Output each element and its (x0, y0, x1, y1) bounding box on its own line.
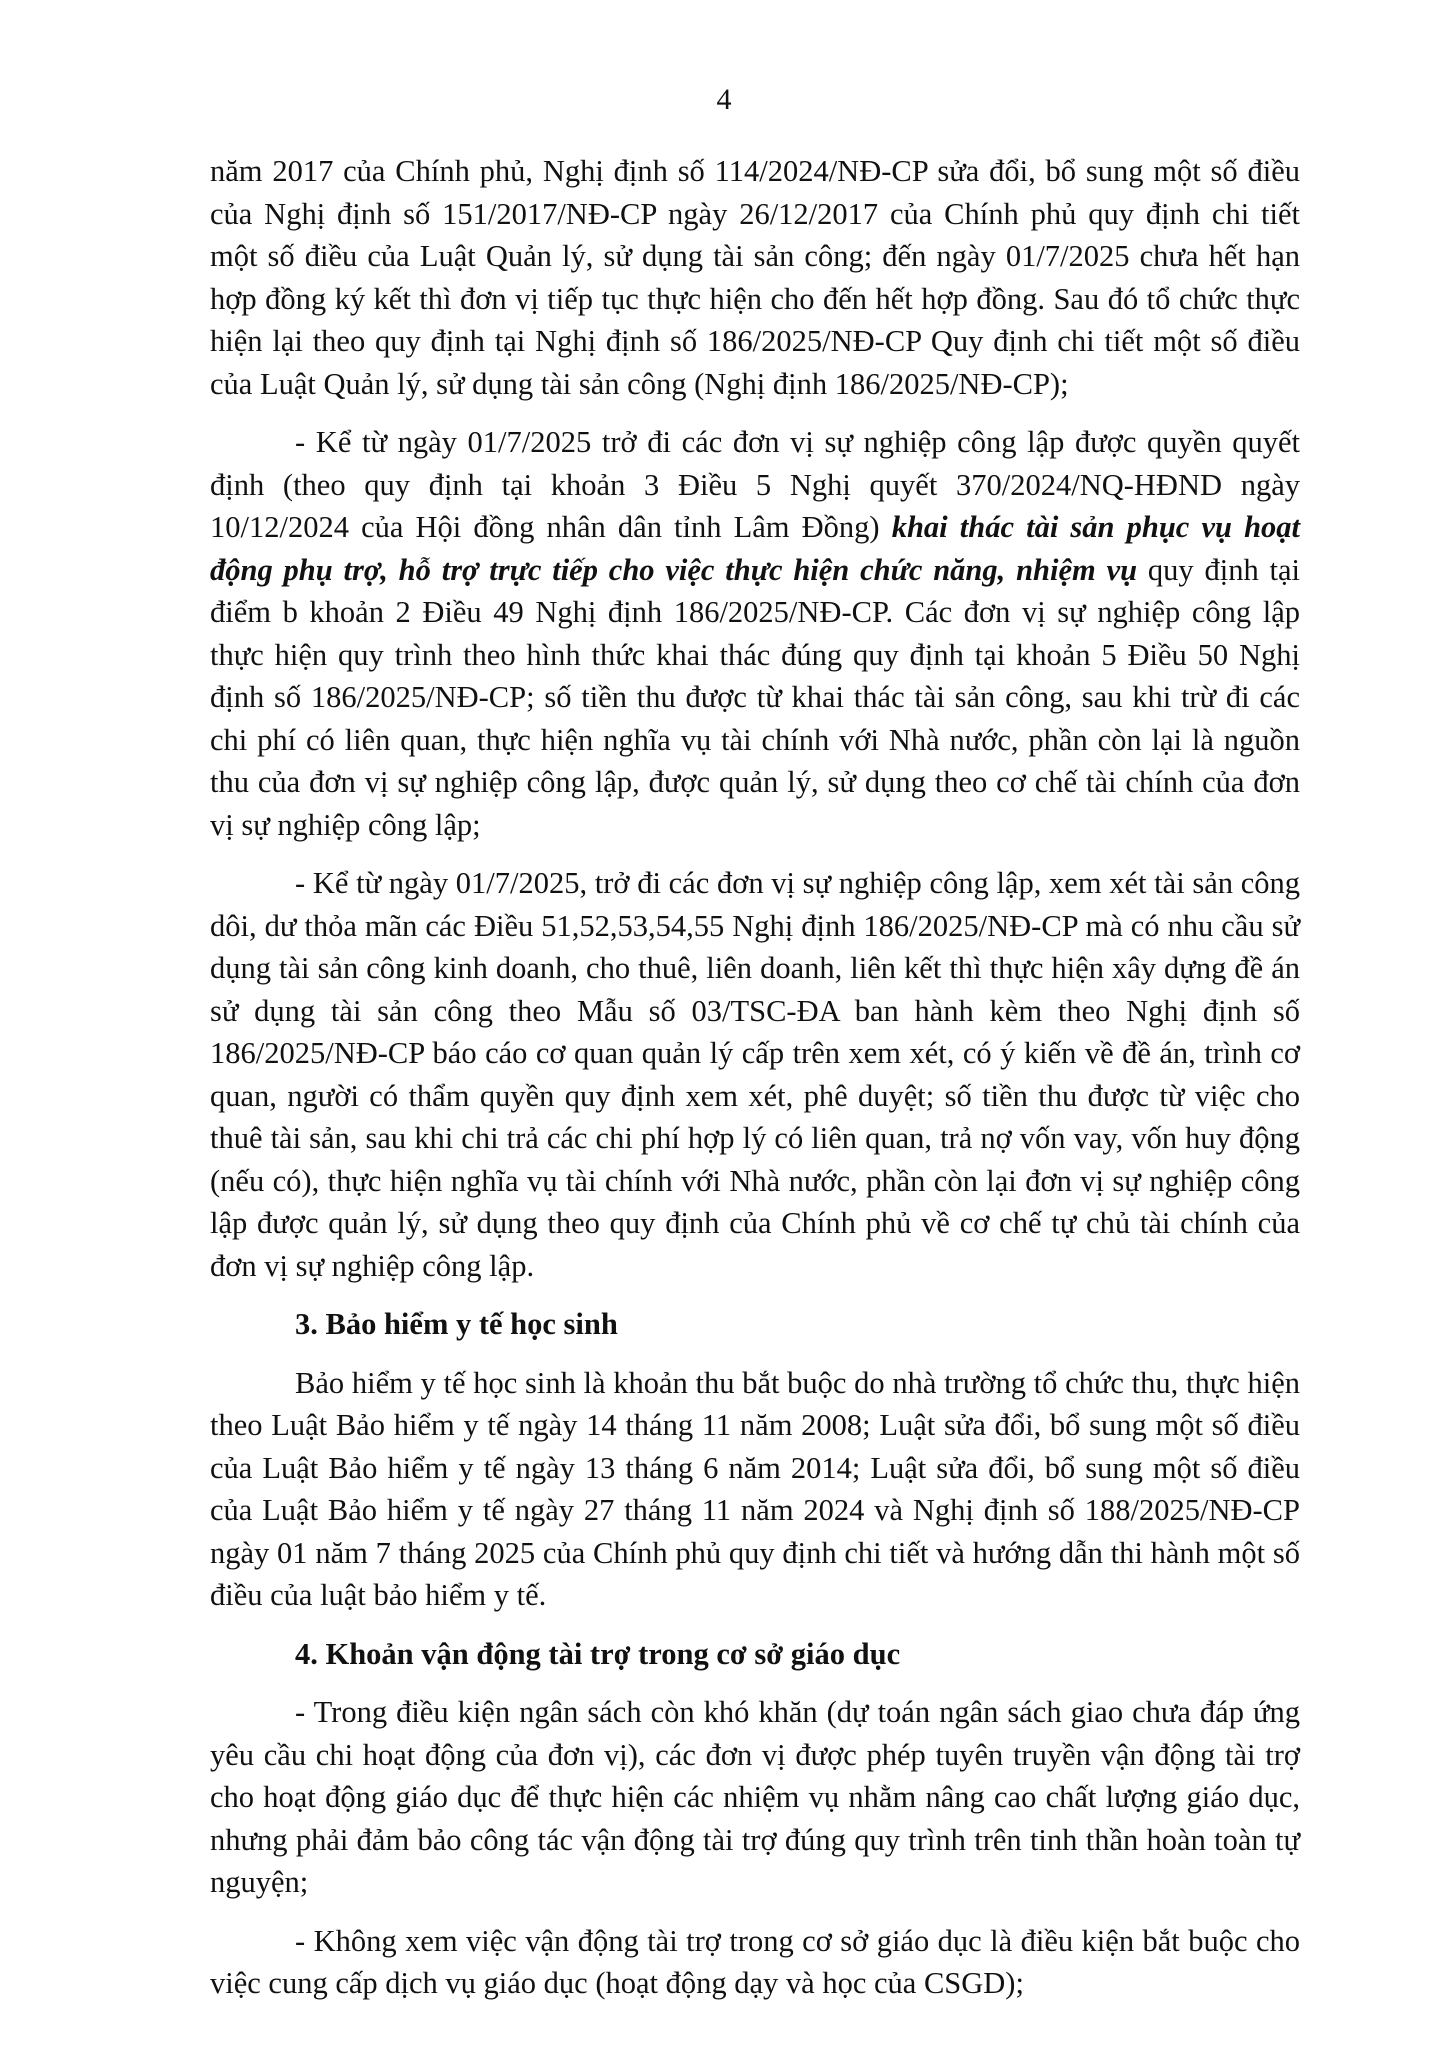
paragraph-sponsorship-not-mandatory: - Không xem việc vận động tài trợ trong cơ sở giáo dục là điều kiện bắt buộc cho việc cung cấp dịch vụ giáo dục (hoạt động dạy và học của CSGD); (210, 1923, 1300, 2000)
section-heading-health-insurance: 3. Bảo hiểm y tế học sinh (295, 1307, 618, 1341)
paragraph-public-asset-contracts: năm 2017 của Chính phủ, Nghị định số 114/2024/NĐ-CP sửa đổi, bổ sung một số điều của Nghị định số 151/2017/NĐ-CP ngày 26/12/2017 của Chính phủ quy định chi tiết một số điều của Luật Quản lý, sử dụng tài sản công; đến ngày 01/7/2025 chưa hết hạn hợp đồng ký kết thì đơn vị tiếp tục thực hiện cho đến hết hợp đồng. Sau đó tổ chức thực hiện lại theo quy định tại Nghị định số 186/2025/NĐ-CP Quy định chi tiết một số điều của Luật Quản lý, sử dụng tài sản công (Nghị định 186/2025/NĐ-CP); (210, 154, 1300, 401)
paragraph-health-insurance: Bảo hiểm y tế học sinh là khoản thu bắt buộc do nhà trường tổ chức thu, thực hiện theo Luật Bảo hiểm y tế ngày 14 tháng 11 năm 2008; Luật sửa đổi, bổ sung một số điều của Luật Bảo hiểm y tế ngày 13 tháng 6 năm 2014; Luật sửa đổi, bổ sung một số điều của Luật Bảo hiểm y tế ngày 27 tháng 11 năm 2024 và Nghị định số 188/2025/NĐ-CP ngày 01 năm 7 tháng 2025 của Chính phủ quy định chi tiết và hướng dẫn thi hành một số điều của luật bảo hiểm y tế. (210, 1365, 1300, 1612)
paragraph-asset-exploitation-emphasis: khai thác tài sản phục vụ hoạt động phụ trợ, hỗ trợ trực tiếp cho việc thực hiện chức năng, nhiệm vụ (210, 510, 1301, 587)
paragraph-sponsorship-budget: - Trong điều kiện ngân sách còn khó khăn (dự toán ngân sách giao chưa đáp ứng yêu cầu chi hoạt động của đơn vị), các đơn vị được phép tuyên truyền vận động tài trợ cho hoạt động giáo dục để thực hiện các nhiệm vụ nhằm nâng cao chất lượng giáo dục, nhưng phải đảm bảo công tác vận động tài trợ đúng quy trình trên tinh thần hoàn toàn tự nguyện; (210, 1695, 1300, 1899)
paragraph-surplus-assets: - Kể từ ngày 01/7/2025, trở đi các đơn vị sự nghiệp công lập, xem xét tài sản công dôi, dư thỏa mãn các Điều 51,52,53,54,55 Nghị định 186/2025/NĐ-CP mà có nhu cầu sử dụng tài sản công kinh doanh, cho thuê, liên doanh, liên kết thì thực hiện xây dựng đề án sử dụng tài sản công theo Mẫu số 03/TSC-ĐA ban hành kèm theo Nghị định số 186/2025/NĐ-CP báo cáo cơ quan quản lý cấp trên xem xét, có ý kiến về đề án, trình cơ quan, người có thẩm quyền quy định xem xét, phê duyệt; số tiền thu được từ việc cho thuê tài sản, sau khi chi trả các chi phí hợp lý có liên quan, trả nợ vốn vay, vốn huy động (nếu có), thực hiện nghĩa vụ tài chính với Nhà nước, phần còn lại đơn vị sự nghiệp công lập được quản lý, sử dụng theo quy định của Chính phủ về cơ chế tự chủ tài chính của đơn vị sự nghiệp công lập. (210, 866, 1300, 1283)
paragraph-asset-exploitation (210, 421, 1300, 846)
paragraph-asset-exploitation-intro: - Kể từ ngày 01/7/2025 trở đi các đơn vị sự nghiệp công lập được quyền quyết định (theo quy định tại khoản 3 Điều 5 Nghị quyết 370/2024/NQ-HĐND ngày 10/12/2024 của Hội đồng nhân dân tỉnh Lâm Đồng) (210, 425, 1300, 544)
paragraph-asset-exploitation-rest: quy định tại điểm b khoản 2 Điều 49 Nghị định 186/2025/NĐ-CP. Các đơn vị sự nghiệp công lập thực hiện quy trình theo hình thức khai thác đúng quy định tại khoản 5 Điều 50 Nghị định số 186/2025/NĐ-CP; số tiền thu được từ khai thác tài sản công, sau khi trừ đi các chi phí có liên quan, thực hiện nghĩa vụ tài chính với Nhà nước, phần còn lại là nguồn thu của đơn vị sự nghiệp công lập, được quản lý, sử dụng theo cơ chế tài chính của đơn vị sự nghiệp công lập; (210, 552, 1300, 842)
section-heading-sponsorship: 4. Khoản vận động tài trợ trong cơ sở giáo dục (295, 1636, 901, 1671)
document-body (210, 150, 1300, 2021)
page-number: 4 (716, 83, 732, 116)
